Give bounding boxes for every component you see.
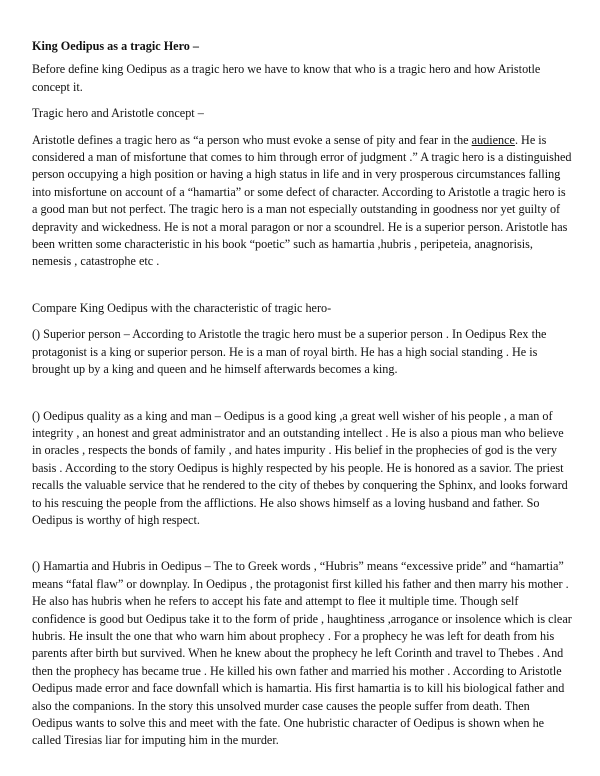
oedipus-quality-paragraph: () Oedipus quality as a king and man – Oedipus is a good king ,a great well wisher of his people , a man of integrity , an honest and great administrator and an outstanding intellect . He is also a pious man who believe in oracles , respects the bonds of family , and hates impurity . His belief in the prophecies of god is the very basis . According to the story Oedipus is highly respected by his people. He is honored as a savior. The priest recalls the valuable service that he rendered to the city of thebes by conquering the Sphinx, and looks forward to his rescuing the people from the afflictions. He also shows himself as a loving husband and father. So Oedipus is worthy of high respect.	[32, 408, 568, 527]
paragraph-text-end: . He is considered a man of misfortune that comes to him through error of judgment .” A tragic hero is a distinguished person occupying a high position or having a high status in life and in very prosperous circumstances falling into misfortune on account of a “hamartia” or some defect of character. According to Aristotle a tragic hero is a good man but not perfect. The tragic hero is a man not especially outstanding in goodness nor yet guilty of depravity and wickedness. He is not a moral paragon or nor a scoundrel. He is a superior person. Aristotle has been written some characteristic in his book “poetic” such as hamartia ,hubris , peripeteia, anagnorisis, nemesis , catastrophe etc .	[32, 132, 572, 269]
intro-paragraph: Before define king Oedipus as a tragic hero we have to know that who is a tragic hero and how Aristotle concept it.	[32, 62, 541, 94]
section-heading-compare: Compare King Oedipus with the characteristic of tragic hero-	[32, 300, 332, 315]
superior-person-paragraph: () Superior person – According to Aristotle the tragic hero must be a superior person . In Oedipus Rex the protagonist is a king or superior person. He is a man of royal birth. He has a high social standing . He is brought up by a king and queen and he himself afterwards becomes a king.	[32, 327, 547, 377]
hamartia-hubris-paragraph: () Hamartia and Hubris in Oedipus – The to Greek words , “Hubris” means “excessive pride” and “hamartia” means “fatal flaw” or downplay. In Oedipus , the protagonist first killed his father and then marry his mother . He also has hubris when he refers to accept his fate and attempt to flee it multiple time. Though self confidence is good but Oedipus take it to the form of pride , haughtiness ,arrogance or insolence which is clear hubris. He insult the one that who warn him about prophecy . For a prophecy he was left for death from his parents after birth but survived. When he knew about the prophecy he left Corinth and travel to Thebes . And then the prophecy has became true . He killed his own father and married his mother . According to Aristotle Oedipus made error and face downfall which is hamartia. His first hamartia is to kill his biological father and also the companions. In the story this unsolved murder case causes the people suffer from death. Then Oedipus wants to solve this and meet with the fate. One hubristic character of Oedipus is shown when he called Tiresias liar for imputing him in the murder.	[32, 559, 572, 748]
spacer	[32, 388, 572, 408]
aristotle-definition-paragraph	[32, 132, 572, 271]
paragraph-text-start: Aristotle defines a tragic hero as “a person who must evoke a sense of pity and fear in the	[32, 132, 472, 147]
spacer	[32, 538, 572, 558]
section-heading-tragic-hero: Tragic hero and Aristotle concept –	[32, 106, 204, 121]
document-title: King Oedipus as a tragic Hero –	[32, 39, 200, 53]
spacer	[32, 280, 572, 300]
audience-link[interactable]: audience	[471, 132, 515, 147]
document-page	[32, 38, 572, 759]
